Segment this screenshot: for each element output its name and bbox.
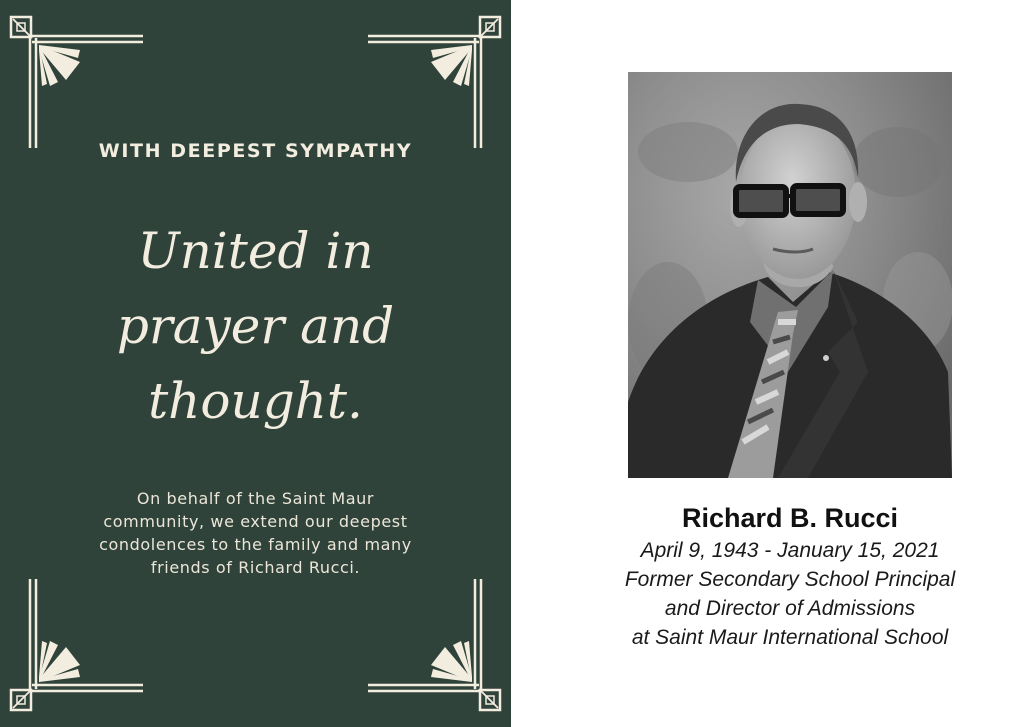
role-line: Former Secondary School Principal bbox=[624, 568, 956, 591]
portrait-photo bbox=[628, 72, 952, 478]
role-line: and Director of Admissions bbox=[664, 597, 916, 620]
art-deco-corner-ornament-bottom-right bbox=[363, 573, 503, 713]
message-line: condolences to the family and many bbox=[99, 535, 412, 554]
art-deco-corner-ornament-top-right bbox=[363, 14, 503, 154]
memorial-caption bbox=[560, 500, 1020, 652]
message-line: community, we extend our deepest bbox=[103, 512, 408, 531]
headline-line: United in bbox=[137, 222, 374, 280]
message-line: friends of Richard Rucci. bbox=[150, 558, 361, 577]
message-line: On behalf of the Saint Maur bbox=[136, 489, 375, 508]
art-deco-corner-ornament-top-left bbox=[8, 14, 148, 154]
sympathy-panel bbox=[0, 0, 511, 727]
headline-line: prayer and bbox=[116, 297, 395, 355]
sympathy-eyebrow-heading: WITH DEEPEST SYMPATHY bbox=[98, 140, 413, 162]
headline-script bbox=[60, 214, 451, 439]
art-deco-corner-ornament-bottom-left bbox=[8, 573, 148, 713]
life-dates: April 9, 1943 - January 15, 2021 bbox=[640, 539, 940, 562]
deceased-name: Richard B. Rucci bbox=[681, 503, 899, 533]
school-line: at Saint Maur International School bbox=[631, 626, 949, 649]
condolence-message bbox=[70, 487, 441, 579]
headline-line: thought. bbox=[148, 372, 363, 430]
